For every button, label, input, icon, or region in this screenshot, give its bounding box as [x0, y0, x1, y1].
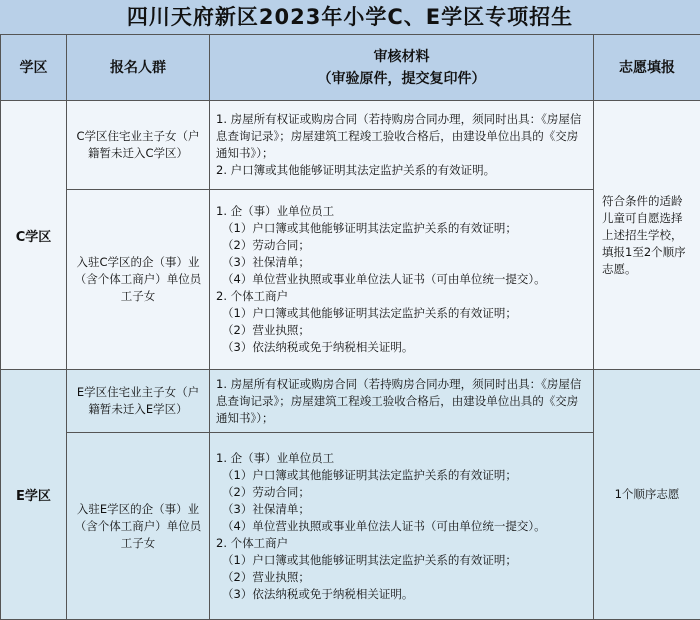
materials-c-1-line: 1. 房屋所有权证或购房合同（若持购房合同办理，须同时出具：《房屋信息查询记录》；房屋建筑工程竣工验收合格后，由建设单位出具的《交房通知书》）；	[216, 112, 582, 160]
materials-line: （2）劳动合同；	[222, 238, 310, 252]
materials-line: （1）户口簿或其他能够证明其法定监护关系的有效证明；	[222, 221, 517, 235]
materials-line: 2. 个体工商户	[216, 535, 289, 550]
materials-line: 2. 个体工商户	[216, 289, 289, 303]
materials-line: （3）社保清单；	[222, 501, 310, 516]
materials-line: （1）户口簿或其他能够证明其法定监护关系的有效证明；	[222, 552, 517, 567]
table-row-c-1	[1, 101, 700, 190]
materials-line: （3）依法纳税或免于纳税相关证明。	[222, 340, 414, 354]
crowd-c-2: 入驻C学区的企（事）业（含个体工商户）单位员工子女	[67, 190, 210, 370]
materials-c-1	[210, 101, 594, 190]
header-row	[1, 35, 700, 101]
crowd-c-1: C学区住宅业主子女（户籍暂未迁入C学区）	[67, 101, 210, 190]
zone-e-label: E学区	[1, 370, 67, 620]
wish-e: 1个顺序志愿	[594, 370, 700, 620]
page-title: 四川天府新区2023年小学C、E学区专项招生	[0, 0, 700, 35]
materials-line: （3）依法纳税或免于纳税相关证明。	[222, 586, 414, 601]
header-crowd: 报名人群	[67, 35, 210, 101]
materials-line: （4）单位营业执照或事业单位法人证书（可由单位统一提交）。	[222, 272, 546, 286]
header-materials-line2: （审验原件，提交复印件）	[317, 70, 486, 87]
materials-line: （1）户口簿或其他能够证明其法定监护关系的有效证明；	[222, 467, 517, 482]
materials-line: （2）营业执照；	[222, 569, 310, 584]
materials-c-2	[210, 190, 594, 370]
materials-line: （4）单位营业执照或事业单位法人证书（可由单位统一提交）。	[222, 518, 546, 533]
materials-line: 1. 企（事）业单位员工	[216, 450, 335, 465]
zone-c-label: C学区	[1, 101, 67, 370]
crowd-e-1: E学区住宅业主子女（户籍暂未迁入E学区）	[67, 370, 210, 433]
materials-c-1-line: 2. 户口簿或其他能够证明其法定监护关系的有效证明。	[216, 163, 496, 177]
materials-line: （2）劳动合同；	[222, 484, 310, 499]
table-row-e-1	[1, 370, 700, 433]
enrollment-table	[0, 34, 700, 620]
materials-line: 1. 企（事）业单位员工	[216, 204, 335, 218]
header-materials-line1: 审核材料	[373, 48, 430, 65]
wish-c: 符合条件的适龄儿童可自愿选择上述招生学校，填报1至2个顺序志愿。	[594, 101, 700, 370]
crowd-e-2: 入驻E学区的企（事）业（含个体工商户）单位员工子女	[67, 433, 210, 620]
header-wish: 志愿填报	[594, 35, 700, 101]
materials-e-1-line: 1. 房屋所有权证或购房合同（若持购房合同办理，须同时出具：《房屋信息查询记录》；房屋建筑工程竣工验收合格后，由建设单位出具的《交房通知书》）；	[216, 376, 582, 425]
header-zone: 学区	[1, 35, 67, 101]
materials-line: （2）营业执照；	[222, 323, 310, 337]
materials-line: （1）户口簿或其他能够证明其法定监护关系的有效证明；	[222, 306, 517, 320]
materials-e-1	[210, 370, 594, 433]
materials-e-2	[210, 433, 594, 620]
materials-line: （3）社保清单；	[222, 255, 310, 269]
header-materials	[210, 35, 594, 101]
